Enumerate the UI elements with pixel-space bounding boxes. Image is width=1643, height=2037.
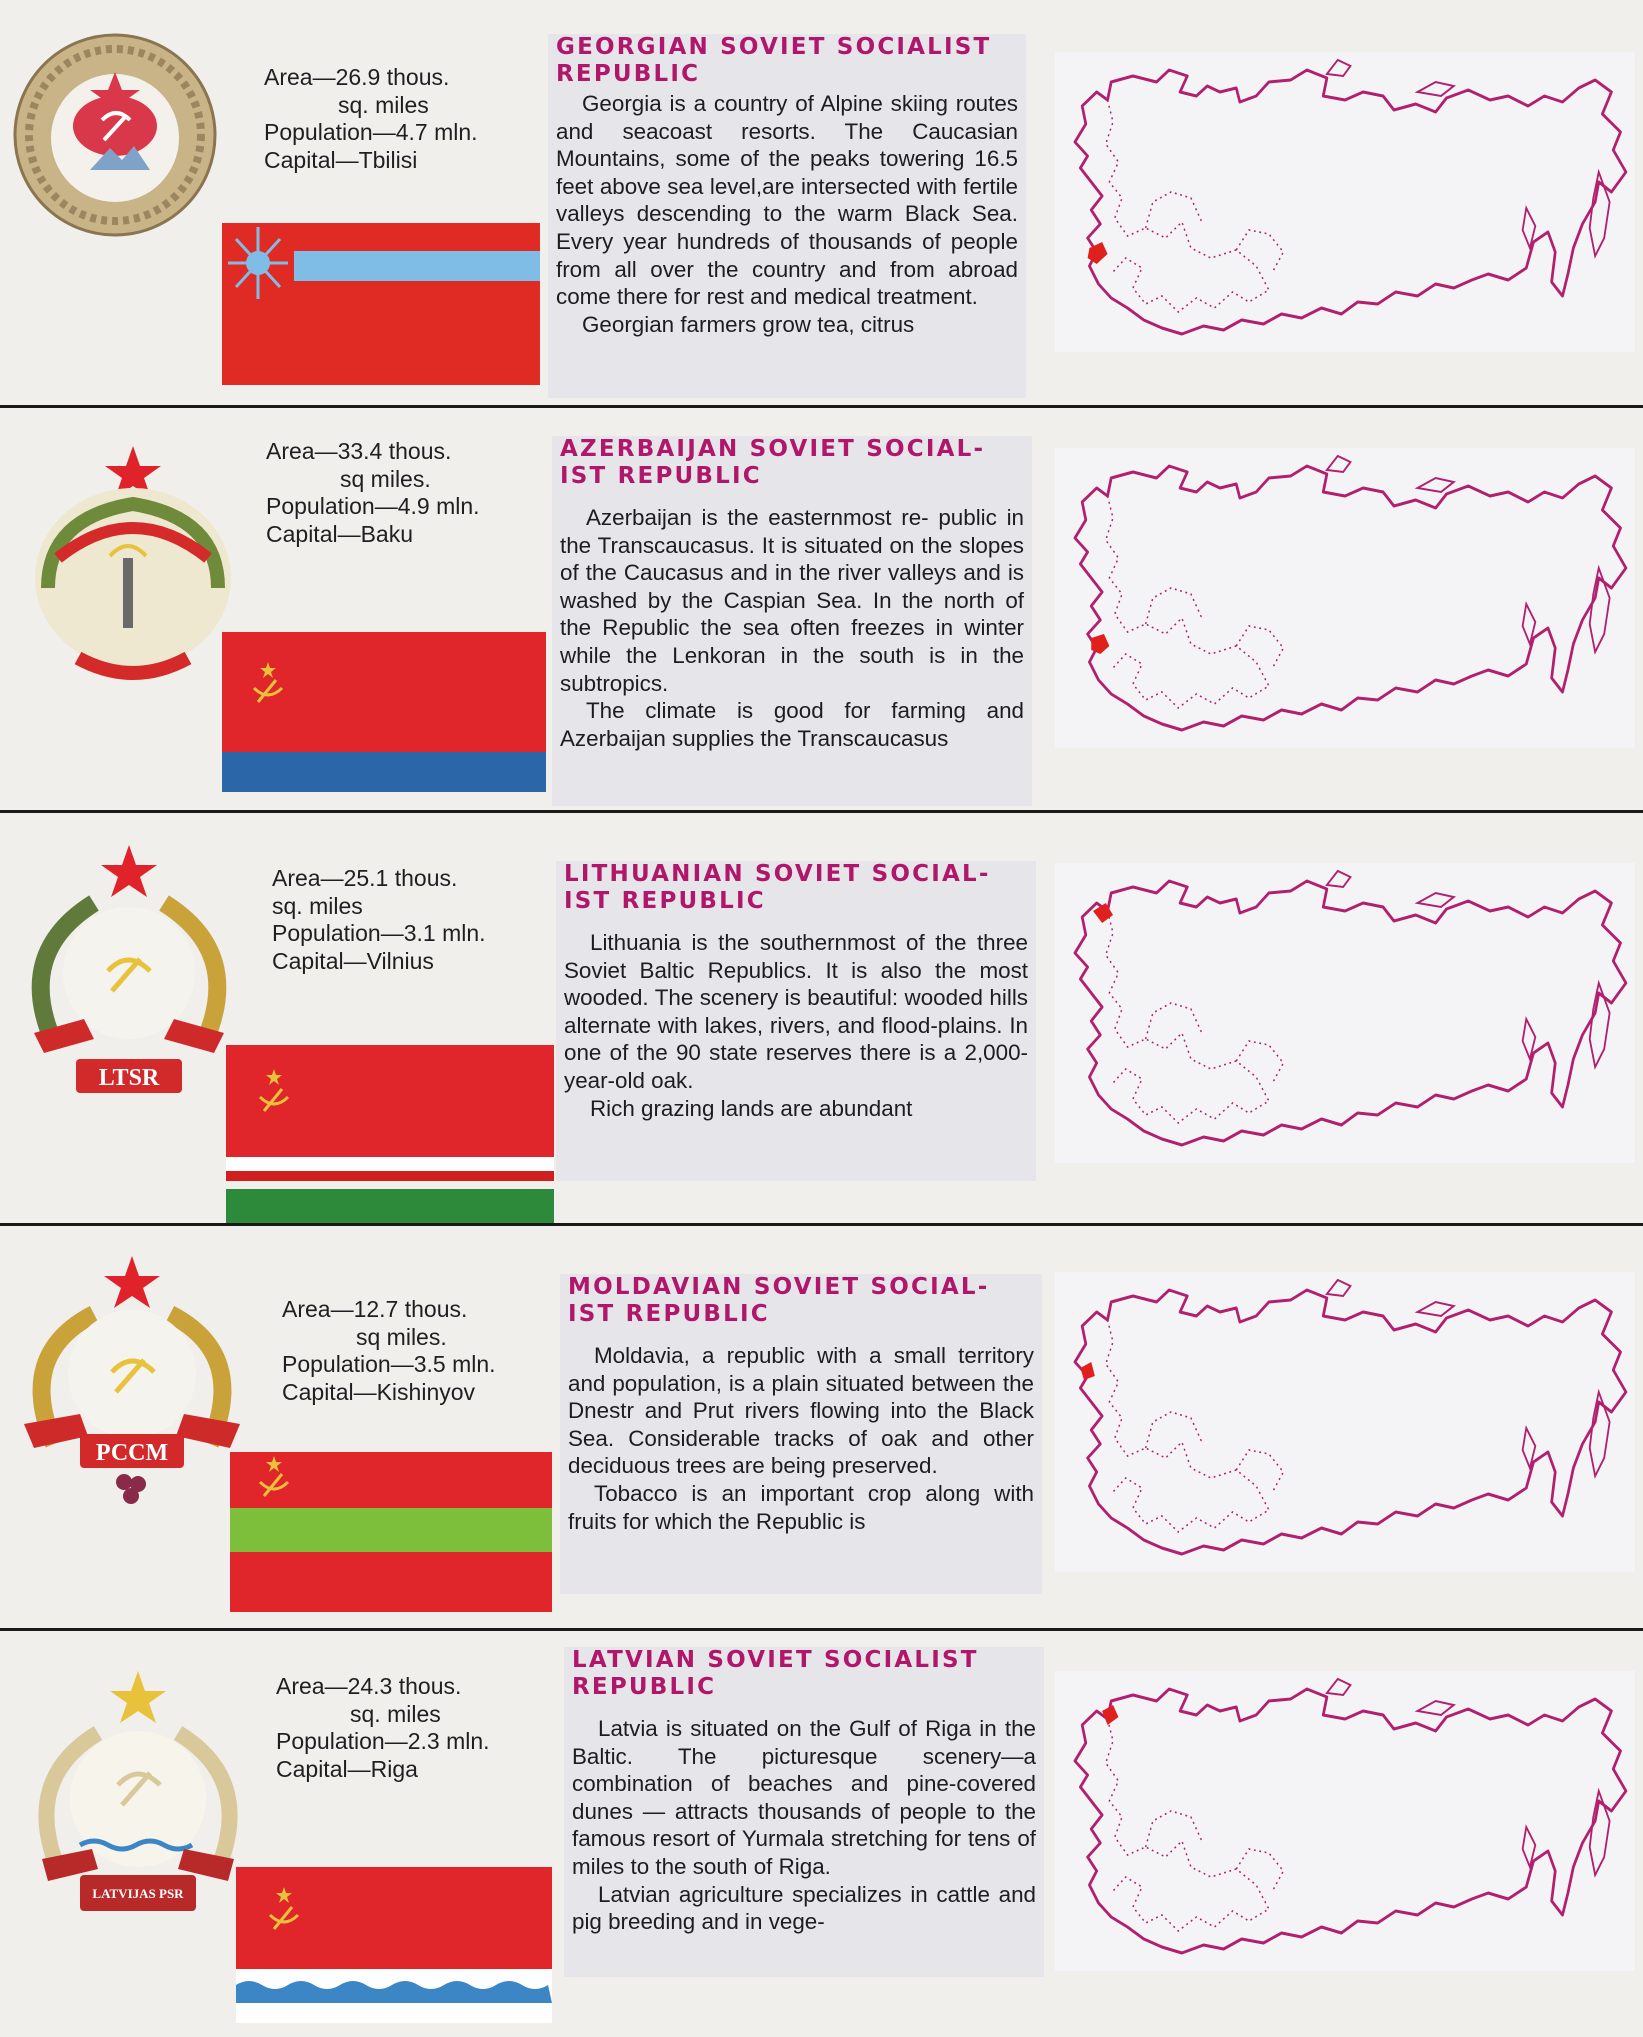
moldavian-ssr-flag-icon [230, 1452, 552, 1612]
paragraph: The climate is good for farming and Azerbaijan supplies the Transcaucasus [560, 698, 1024, 751]
capital-label: Capital—Baku [266, 520, 414, 547]
area-label: Area—25.1 thous. [272, 865, 458, 891]
description-text [560, 504, 1024, 752]
azerbaijan-ssr-flag-icon [222, 632, 546, 792]
republic-title: LATVIAN SOVIET SOCIALIST REPUBLIC [572, 1647, 979, 1700]
area-unit-label: sq. miles [338, 91, 429, 118]
paragraph: Moldavia, a republic with a small territory and population, is a plain situated between the Dnestr and Prut rivers flowing into the Black Sea. Considerable tracks of oak and other deciduous trees are being preserved. [568, 1343, 1034, 1479]
paragraph: Georgian farmers grow tea, citrus [582, 311, 915, 337]
map-highlight [1088, 242, 1108, 264]
map-highlight [1091, 634, 1109, 654]
description-text [572, 1715, 1036, 1936]
area-unit-label: sq miles. [340, 465, 431, 492]
capital-label: Capital—Riga [276, 1755, 418, 1782]
map-highlight [1102, 1705, 1118, 1725]
republic-title: AZERBAIJAN SOVIET SOCIAL- IST REPUBLIC [560, 436, 986, 489]
lithuanian-ssr-flag-icon [226, 1045, 554, 1223]
stats-block [276, 1673, 490, 1783]
description-box [560, 1274, 1042, 1594]
emblem-motto: РССМ [95, 1440, 169, 1466]
emblem-motto: LTSR [98, 1065, 160, 1091]
description-text [556, 90, 1018, 338]
paragraph: Lithuania is the southernmost of the three Soviet Baltic Republics. It is also the most wooded. The scenery is beautiful: wooded hills alternate with lakes, rivers, and flood-plains. In one of the 90 state reserves there is a 2,000-year-old oak. [564, 930, 1028, 1093]
ussr-outline-map-icon [1055, 1272, 1635, 1572]
population-label: Population—3.1 mln. [272, 920, 486, 946]
description-text [564, 929, 1028, 1122]
map-highlight [1093, 903, 1113, 923]
paragraph: Rich grazing lands are abundant [590, 1095, 913, 1121]
map-highlight [1080, 1362, 1095, 1380]
republic-section [0, 813, 1643, 1223]
latvian-ssr-flag-icon [236, 1867, 552, 2023]
ussr-outline-map-icon [1055, 863, 1635, 1163]
republic-section [0, 0, 1643, 405]
area-label: Area—33.4 thous. [266, 438, 452, 464]
description-box [564, 1647, 1044, 1977]
capital-label: Capital—Tbilisi [264, 146, 418, 173]
description-text [568, 1342, 1034, 1535]
area-label: Area—24.3 thous. [276, 1673, 462, 1699]
ussr-outline-map-icon [1055, 448, 1635, 748]
description-box [548, 34, 1026, 398]
lithuanian-ssr-emblem-icon [14, 843, 244, 1103]
republic-title: GEORGIAN SOVIET SOCIALIST REPUBLIC [556, 34, 992, 87]
republic-section [0, 1631, 1643, 2037]
capital-label: Capital—Kishinyov [282, 1378, 476, 1405]
ussr-outline-map-icon [1055, 1671, 1635, 1971]
description-box [556, 861, 1036, 1181]
republic-section [0, 408, 1643, 810]
ussr-outline-map-icon [1055, 52, 1635, 352]
stats-block [272, 865, 486, 975]
area-unit-label: sq miles. [356, 1323, 447, 1350]
stats-block [282, 1296, 496, 1406]
emblem-motto: LATVIJAS PSR [92, 1886, 184, 1901]
republic-section [0, 1226, 1643, 1628]
georgian-ssr-flag-icon [222, 223, 540, 385]
population-label: Population—3.5 mln. [282, 1351, 496, 1377]
capital-label: Capital—Vilnius [272, 947, 434, 974]
latvian-ssr-emblem-icon [22, 1669, 254, 1929]
paragraph: Latvian agriculture specializes in cattle and pig breeding and in vege- [572, 1881, 1036, 1935]
paragraph: Tobacco is an important crop along with fruits for which the Republic is [568, 1480, 1034, 1534]
area-unit-label: sq. miles [272, 892, 363, 919]
azerbaijan-ssr-emblem-icon [18, 438, 248, 688]
population-label: Population—2.3 mln. [276, 1728, 490, 1754]
description-box [552, 436, 1032, 806]
stats-block [264, 64, 478, 174]
area-unit-label: sq. miles [350, 1700, 441, 1727]
republic-title: LITHUANIAN SOVIET SOCIAL- IST REPUBLIC [564, 861, 991, 914]
stats-block [266, 438, 480, 548]
paragraph: Azerbaijan is the easternmost re- public in the Transcaucasus. It is situated on the slopes of the Caucasus and in the river valleys and is washed by the Caspian Sea. In the north of the Republic the sea often freezes in winter while the Lenkoran in the south is in the subtropics. [560, 505, 1024, 696]
paragraph: Georgia is a country of Alpine skiing routes and seacoast resorts. The Caucasian Mountains, some of the peaks towering 16.5 feet above sea level,are intersected with fertile valleys descending to the warm Black Sea. Every year hundreds of thousands of people from all over the country and from abroad come there for rest and medical treatment. [556, 91, 1018, 310]
republic-title: MOLDAVIAN SOVIET SOCIAL- IST REPUBLIC [568, 1274, 990, 1327]
population-label: Population—4.7 mln. [264, 119, 478, 145]
population-label: Population—4.9 mln. [266, 493, 480, 519]
paragraph: Latvia is situated on the Gulf of Riga in the Baltic. The picturesque scenery—a combination of beaches and pine-covered dunes — attracts thousands of people to the famous resort of Yurmala stretching for tens of miles to the south of Riga. [572, 1716, 1036, 1879]
area-label: Area—12.7 thous. [282, 1296, 468, 1322]
moldavian-ssr-emblem-icon [14, 1254, 250, 1504]
area-label: Area—26.9 thous. [264, 64, 450, 90]
georgian-ssr-emblem-icon [10, 30, 220, 240]
